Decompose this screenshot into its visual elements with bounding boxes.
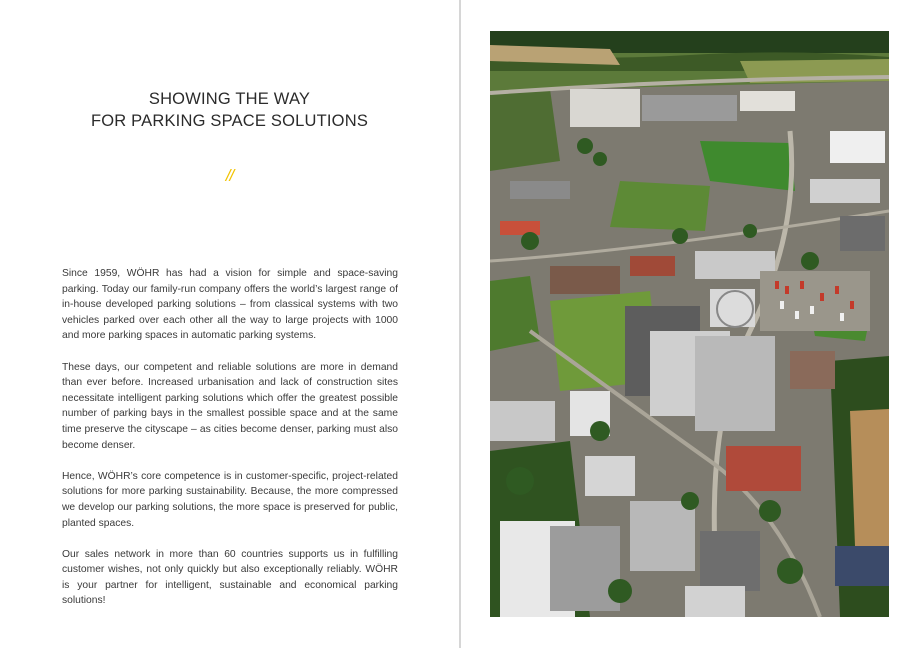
paragraph-2: These days, our competent and reliable solutions are more in demand than ever before. Increased urbanisation and lack of construction sites necessitate intelligent parking solutions which offer the greatest possible number of parking bays in the smallest possible space and at the same time preserve the cityscape – as cities become denser, parking must also become denser. (62, 361, 398, 451)
aerial-photo (490, 31, 889, 617)
paragraph-3: Hence, WÖHR’s core competence is in customer-specific, project-related solutions for more parking sustainability. Because, the more compressed we develop our parking solutions, the more space is preserved for public, planted spaces. (62, 470, 398, 529)
title-line-1: SHOWING THE WAY (148, 90, 311, 108)
title-line-2: FOR PARKING SPACE SOLUTIONS (90, 112, 369, 130)
left-page (0, 0, 459, 648)
paragraph-1: Since 1959, WÖHR has had a vision for simple and space-saving parking. Today our family-run company offers the world’s largest range of in-house developed parking solutions – from classical systems with two vehicles parked over each other all the way to large projects with 1000 and more parking spaces in automatic parking systems. (62, 268, 398, 342)
aerial-photo-illustration (490, 31, 889, 617)
paragraph-4: Our sales network in more than 60 countries supports us in fulfilling customer wishes, not only quickly but also exceptionally reliably. WÖHR is your partner for intelligent, sustainable and economical parking solutions! (62, 548, 398, 607)
page-title (0, 88, 459, 132)
accent-slashes: // (225, 166, 234, 185)
body-text (62, 266, 398, 625)
